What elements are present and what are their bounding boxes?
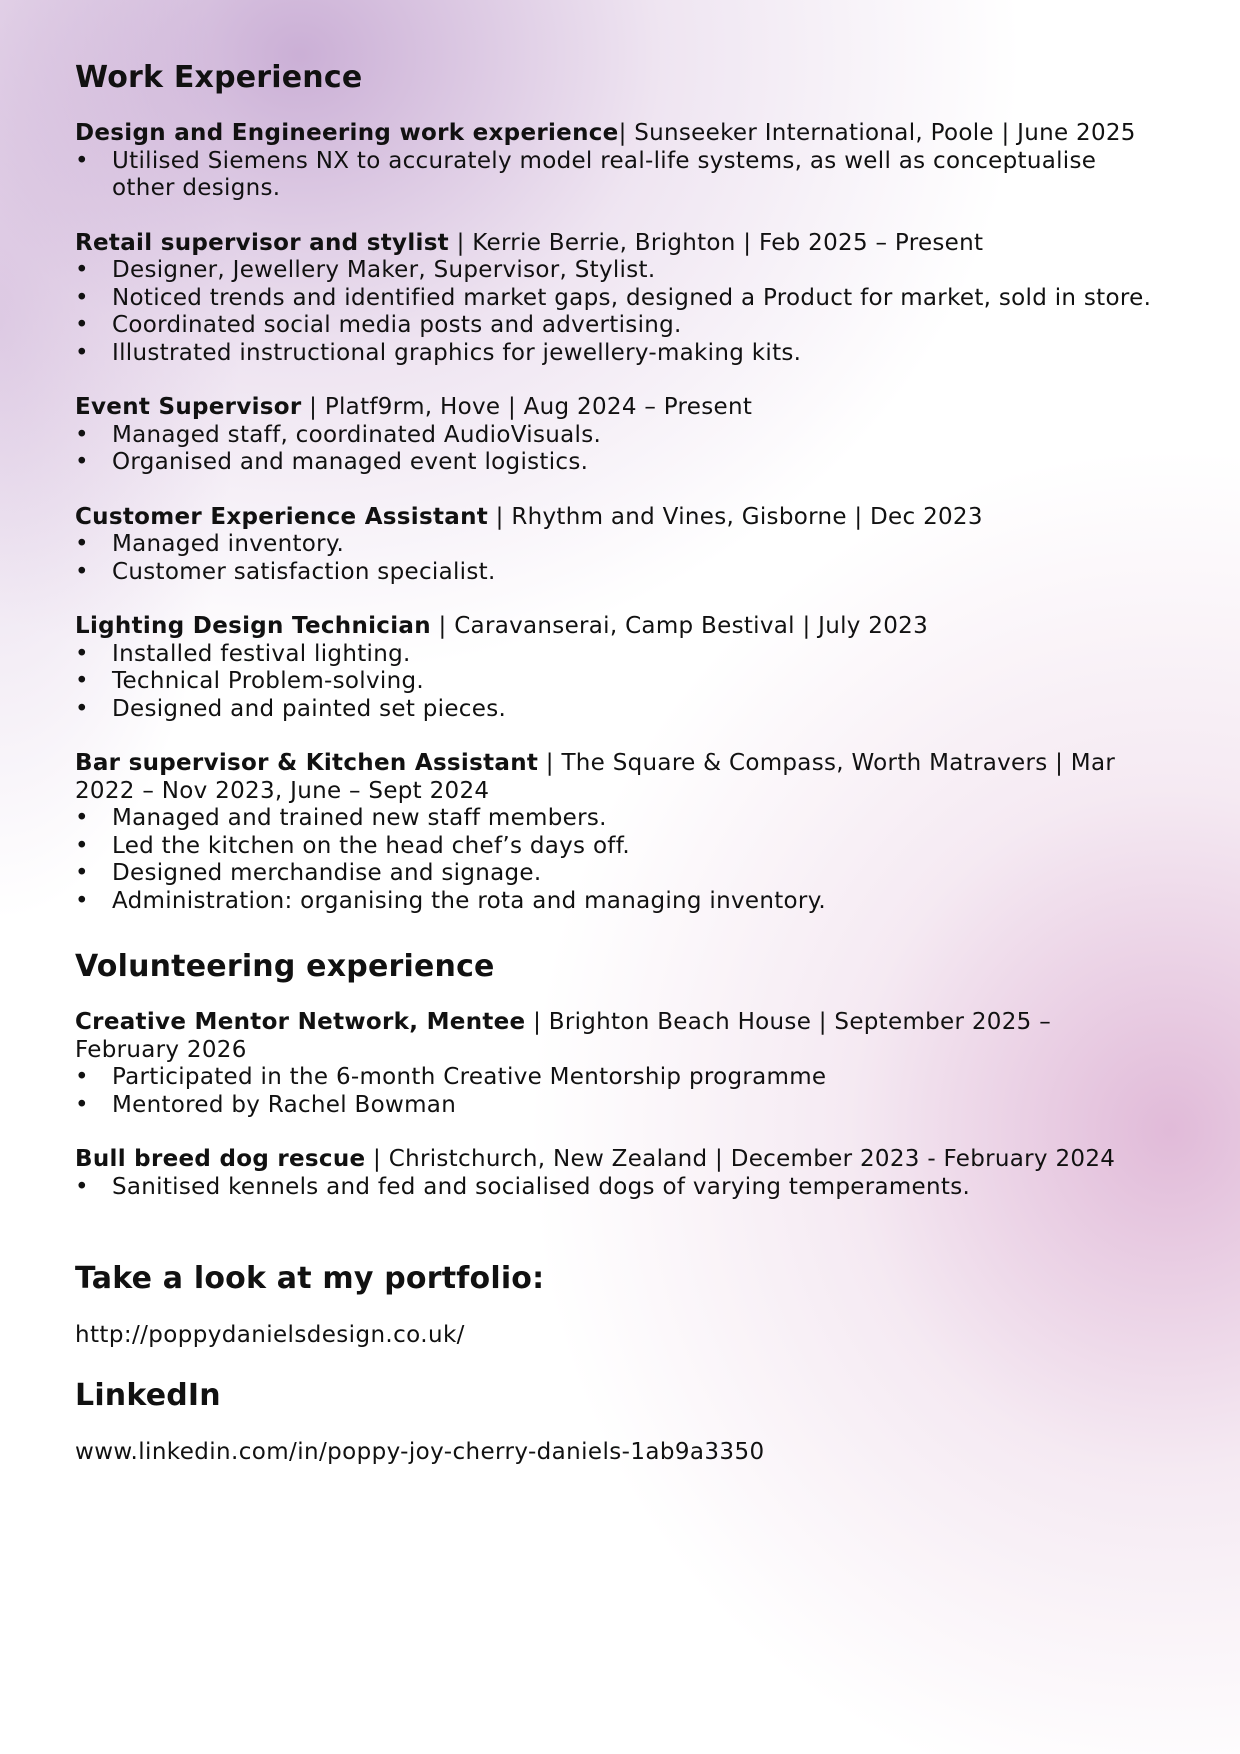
list-item: • Coordinated social media posts and advertising. bbox=[75, 312, 682, 338]
bullet-list bbox=[75, 422, 1155, 477]
entry-details: | Kerrie Berrie, Brighton | Feb 2025 – Present bbox=[448, 229, 984, 256]
entry-title: Customer Experience Assistant bbox=[75, 503, 489, 530]
bullet-icon: • bbox=[75, 531, 89, 557]
work-entry bbox=[75, 750, 1155, 915]
list-item: • Organised and managed event logistics. bbox=[75, 449, 589, 475]
entry-title: Bull breed dog rescue bbox=[75, 1146, 366, 1172]
list-item: • Sanitised kennels and fed and socialised dogs of varying temperaments. bbox=[75, 1173, 971, 1200]
bullet-icon: • bbox=[75, 339, 89, 366]
bullet-list bbox=[75, 805, 1155, 915]
list-item: • Technical Problem-solving. bbox=[75, 668, 424, 694]
entry-details: | Caravanserai, Camp Bestival | July 2023 bbox=[430, 613, 929, 639]
list-item: • Designed merchandise and signage. bbox=[75, 860, 542, 886]
list-item: • Led the kitchen on the head chef’s days off. bbox=[75, 832, 631, 859]
volunteering-heading: Volunteering experience bbox=[75, 949, 495, 984]
bullet-icon: • bbox=[75, 832, 89, 859]
entry-details: | Rhythm and Vines, Gisborne | Dec 2023 bbox=[488, 503, 983, 530]
bullet-icon: • bbox=[75, 284, 89, 311]
bullet-icon: • bbox=[75, 257, 89, 283]
bullet-icon: • bbox=[75, 1064, 89, 1090]
bullet-icon: • bbox=[75, 312, 89, 338]
portfolio-link[interactable]: http://poppydanielsdesign.co.uk/ bbox=[75, 1322, 465, 1348]
entry-title: Bar supervisor & Kitchen Assistant bbox=[75, 750, 539, 776]
bullet-icon: • bbox=[75, 147, 89, 174]
bullet-list bbox=[75, 148, 1155, 203]
linkedin-heading: LinkedIn bbox=[75, 1378, 221, 1413]
entry-details: | Sunseeker International, Poole | June 2025 bbox=[618, 120, 1136, 146]
entry-title: Design and Engineering work experience bbox=[75, 120, 619, 146]
list-item: • Installed festival lighting. bbox=[75, 640, 411, 667]
entry-title: Retail supervisor and stylist bbox=[75, 229, 449, 256]
bullet-icon: • bbox=[75, 558, 89, 585]
resume-page bbox=[75, 60, 1155, 1465]
portfolio-heading: Take a look at my portfolio: bbox=[75, 1261, 545, 1296]
list-item: • Managed staff, coordinated AudioVisuals. bbox=[75, 421, 602, 448]
work-entry bbox=[75, 613, 1155, 723]
list-item: • Designer, Jewellery Maker, Supervisor, Stylist. bbox=[75, 257, 656, 283]
bullet-icon: • bbox=[75, 449, 89, 475]
entry-title: Lighting Design Technician bbox=[75, 613, 431, 639]
entry-title: Creative Mentor Network, Mentee bbox=[75, 1009, 526, 1035]
list-item: • Managed inventory. bbox=[75, 531, 345, 557]
bullet-list bbox=[75, 641, 1155, 724]
work-entry bbox=[75, 230, 1155, 368]
list-item: • Administration: organising the rota and managing inventory. bbox=[75, 887, 826, 914]
entry-details: | Christchurch, New Zealand | December 2023 - February 2024 bbox=[365, 1146, 1116, 1172]
linkedin-link[interactable]: www.linkedin.com/in/poppy-joy-cherry-daniels-1ab9a3350 bbox=[75, 1439, 765, 1465]
bullet-icon: • bbox=[75, 640, 89, 667]
entry-details: | The Square & Compass, Worth Matravers | Mar 2022 – Nov 2023, June – Sept 2024 bbox=[75, 750, 1116, 804]
list-item: • Participated in the 6-month Creative Mentorship programme bbox=[75, 1064, 827, 1090]
bullet-icon: • bbox=[75, 1173, 89, 1200]
bullet-icon: • bbox=[75, 887, 89, 914]
work-entry bbox=[75, 120, 1155, 203]
work-experience-heading: Work Experience bbox=[75, 60, 363, 95]
bullet-list bbox=[75, 531, 1155, 586]
bullet-icon: • bbox=[75, 860, 89, 886]
work-entry bbox=[75, 504, 1155, 587]
volunteering-entry bbox=[75, 1146, 1155, 1201]
entry-details: | Platf9rm, Hove | Aug 2024 – Present bbox=[301, 394, 753, 420]
bullet-icon: • bbox=[75, 668, 89, 694]
list-item: • Customer satisfaction specialist. bbox=[75, 558, 496, 585]
bullet-icon: • bbox=[75, 805, 89, 831]
list-item: • Mentored by Rachel Bowman bbox=[75, 1091, 457, 1118]
bullet-icon: • bbox=[75, 1091, 89, 1118]
bullet-list bbox=[75, 257, 1155, 367]
bullet-list bbox=[75, 1064, 1155, 1119]
entry-details: | Brighton Beach House | September 2025 – February 2026 bbox=[75, 1009, 1052, 1063]
bullet-icon: • bbox=[75, 421, 89, 448]
bullet-icon: • bbox=[75, 695, 89, 722]
list-item: • Managed and trained new staff members. bbox=[75, 805, 607, 831]
volunteering-entry bbox=[75, 1009, 1155, 1119]
entry-title: Event Supervisor bbox=[75, 394, 302, 420]
list-item: • Designed and painted set pieces. bbox=[75, 695, 507, 722]
list-item: • Utilised Siemens NX to accurately model real-life systems, as well as conceptualise other designs. bbox=[75, 147, 1097, 201]
work-entry bbox=[75, 394, 1155, 477]
bullet-list bbox=[75, 1174, 1155, 1202]
list-item: • Illustrated instructional graphics for jewellery-making kits. bbox=[75, 339, 802, 366]
list-item: • Noticed trends and identified market gaps, designed a Product for market, sold in store. bbox=[75, 284, 1152, 311]
